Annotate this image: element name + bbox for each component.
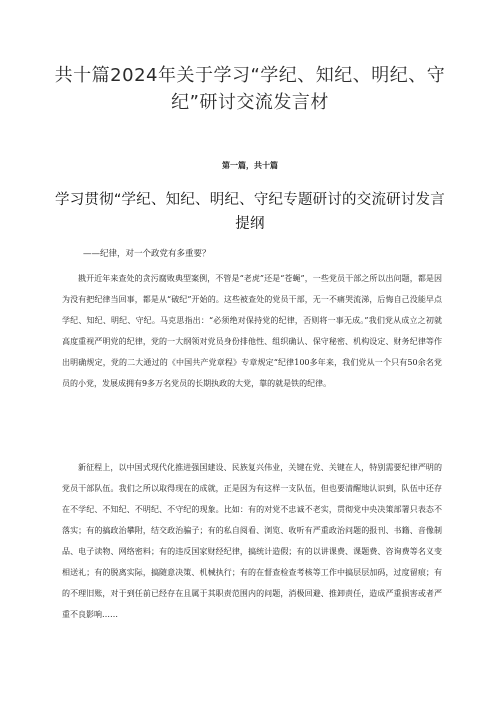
section-subtitle: ——纪律，对一个政党有多重要？: [83, 249, 211, 259]
section-label: 第一篇，共十篇: [222, 160, 278, 170]
paragraph: 新征程上，以中国式现代化推进强国建设、民族复兴伟业，关键在党、关键在人，特别需要纪律严明的党员干部队伍。我们之所以取得现在的成就，正是因为有这样一支队伍，但也要清醒地认识到，队伍中还存在不学纪、不知纪、不明纪、不守纪的现象。比如：有的对党不忠诚不老实，贯彻党中央决策部署只表态不落实；有的搞政治攀附，结交政治骗子；有的私自阅看、浏览、收听有严重政治问题的报刊、书籍、音像制品、电子读物、网络密料；有的违反国家财经纪律，搞统计造假；有的以讲课费、课题费、咨询费等名义变相送礼；有的脱离实际，搞随意决策、机械执行；有的在督查检查考核等工作中搞层层加码，过度留痕；有的不理旧账，对于到任前已经存在且属于其职责范围内的问题，消极回避、推卸责任，造成严重损害或者严重不良影响……: [62, 463, 442, 619]
document-title: 共十篇2024年关于学习“学纪、知纪、明纪、守纪”研讨交流发言材: [54, 65, 446, 113]
section-title: 学习贯彻“学纪、知纪、明纪、守纪专题研讨的交流研讨发言提纲: [55, 192, 445, 232]
paragraph: 戡开近年来查处的贪污腐败典型案例，不管是“老虎”还是“苍蝇”，一些党员干部之所以出问题，都是因为没有把纪律当回事，都是从“破纪”开始的。这些被查处的党员干部，无一不痛哭流涕，后悔自己没能早点学纪、知纪、明纪、守纪。马克思指出：“必须绝对保持党的纪律，否则将一事无成。”我们党从成立之初就高度重视严明党的纪律，党的一大纲领对党员身份排他性、组织确认、保守秘密、机构设定、财务纪律等作出明确规定，党的二大通过的《中国共产党章程》专章规定“纪律100多年来，我们党从一个只有50余名党员的小党，发展成拥有9多万名党员的长期执政的大党，靠的就是铁的纪律。: [62, 274, 442, 388]
